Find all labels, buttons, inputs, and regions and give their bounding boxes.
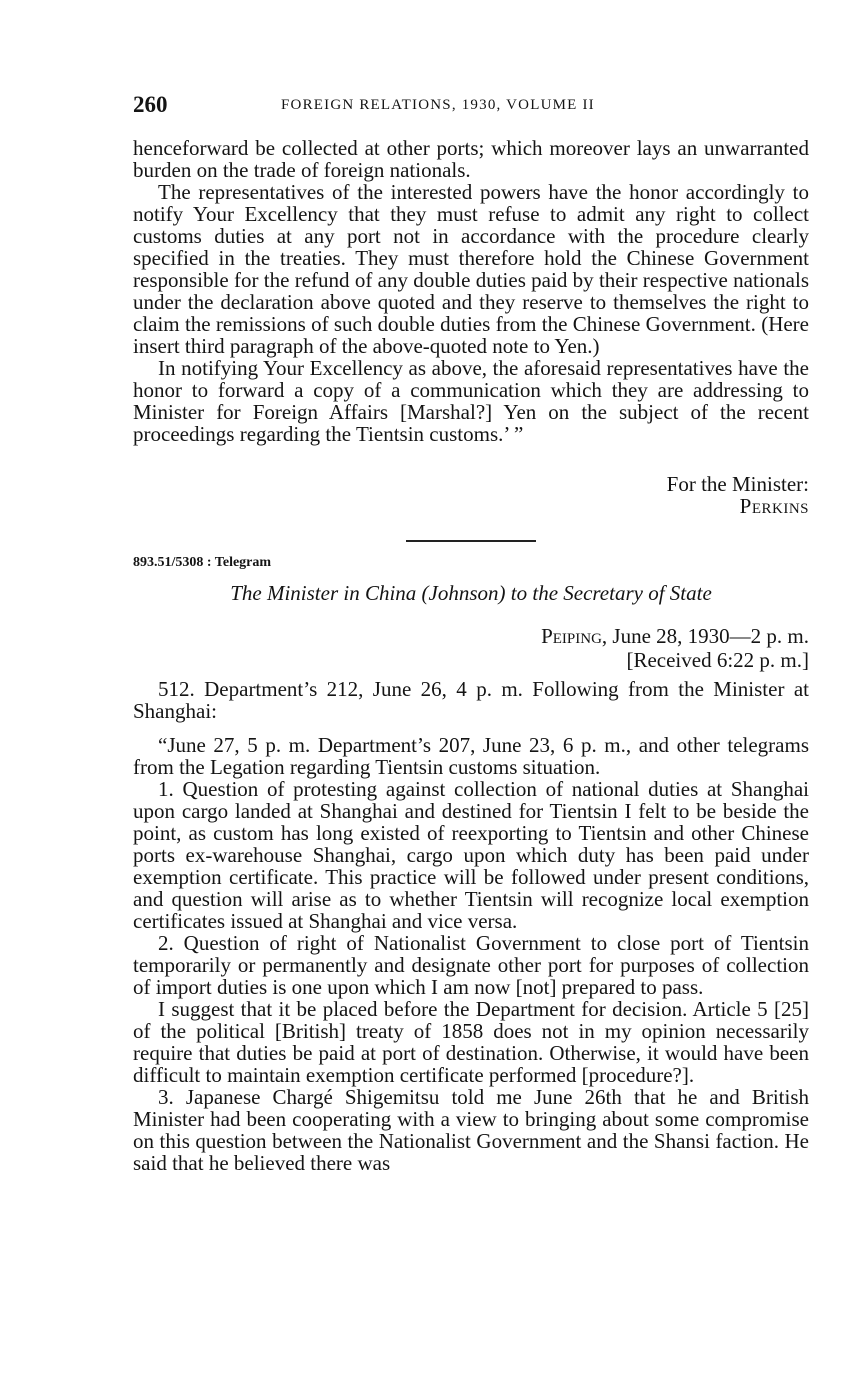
document-title: The Minister in China (Johnson) to the Secretary of State [230,581,712,605]
page-number: 260 [133,92,168,117]
signature-block [133,473,809,517]
telegram-paragraph: 1. Question of protesting against collection of national duties at Shanghai upon cargo landed at Shanghai and destined for Tientsin I felt to be beside the point, as custom has long existed of reexporting to Tientsin and other Chinese ports ex-warehouse Shanghai, cargo upon which duty has been paid under exemption certificate. This practice will be followed under present conditions, and question will arise as to whether Tientsin will recognize local exemption certificates issued at Shanghai and vice versa. [133,777,809,933]
received-line: [Received 6:22 p. m.] [626,648,809,672]
telegram-paragraph: 512. Department’s 212, June 26, 4 p. m. Following from the Minister at Shanghai: [133,677,809,723]
telegram-paragraph: 2. Question of right of Nationalist Government to close port of Tientsin temporarily or permanently and designate other port for purposes of collection of import duties is one upon which I am now [not] prepared to pass. [133,931,809,999]
page-body [133,137,809,1174]
dateline-date: June 28, 1930—2 p. m. [607,624,809,648]
signature-name: Perkins [739,494,809,518]
dateline-place: Peiping, [541,624,608,648]
telegram-paragraph: 3. Japanese Chargé Shigemitsu told me June 26th that he and British Minister had been cooperating with a view to bringing about some compromise on this question between the Nationalist Government and the Shansi faction. He said that he believed there was [133,1085,809,1175]
closing-paragraph: In notifying Your Excellency as above, the aforesaid representatives have the honor to forward a copy of a communication which they are addressing to Minister for Foreign Affairs [Marshal?] Yen on the subject of the recent proceedings regarding the Tientsin customs.’ ” [133,356,809,446]
section-divider [406,540,536,542]
page-header [133,92,809,122]
running-title: FOREIGN RELATIONS, 1930, VOLUME II [281,97,595,113]
continuation-paragraph: henceforward be collected at other ports; which moreover lays an unwarranted burden on the trade of foreign nationals. [133,136,809,182]
dateline [133,624,809,648]
notification-paragraph: The representatives of the interested powers have the honor accordingly to notify Your Excellency that they must refuse to admit any right to collect customs duties at any port not in accordance with the procedure clearly specified in the treaties. They must therefore hold the Chinese Government responsible for the refund of any double duties paid by their respective nationals under the declaration above quoted and they reserve to themselves the right to claim the remissions of such double duties from the Chinese Government. (Here insert third paragraph of the above-quoted note to Yen.) [133,180,809,358]
file-reference: 893.51/5308 : Telegram [133,555,272,570]
telegram-paragraph: “June 27, 5 p. m. Department’s 207, June 23, 6 p. m., and other telegrams from the Legation regarding Tientsin customs situation. [133,733,809,779]
telegram-paragraph: I suggest that it be placed before the Department for decision. Article 5 [25] of the political [British] treaty of 1858 does not in my opinion necessarily require that duties be paid at port of destination. Otherwise, it would have been difficult to maintain exemption certificate performed [procedure?]. [133,997,809,1087]
signature-line: For the Minister: [666,472,809,496]
